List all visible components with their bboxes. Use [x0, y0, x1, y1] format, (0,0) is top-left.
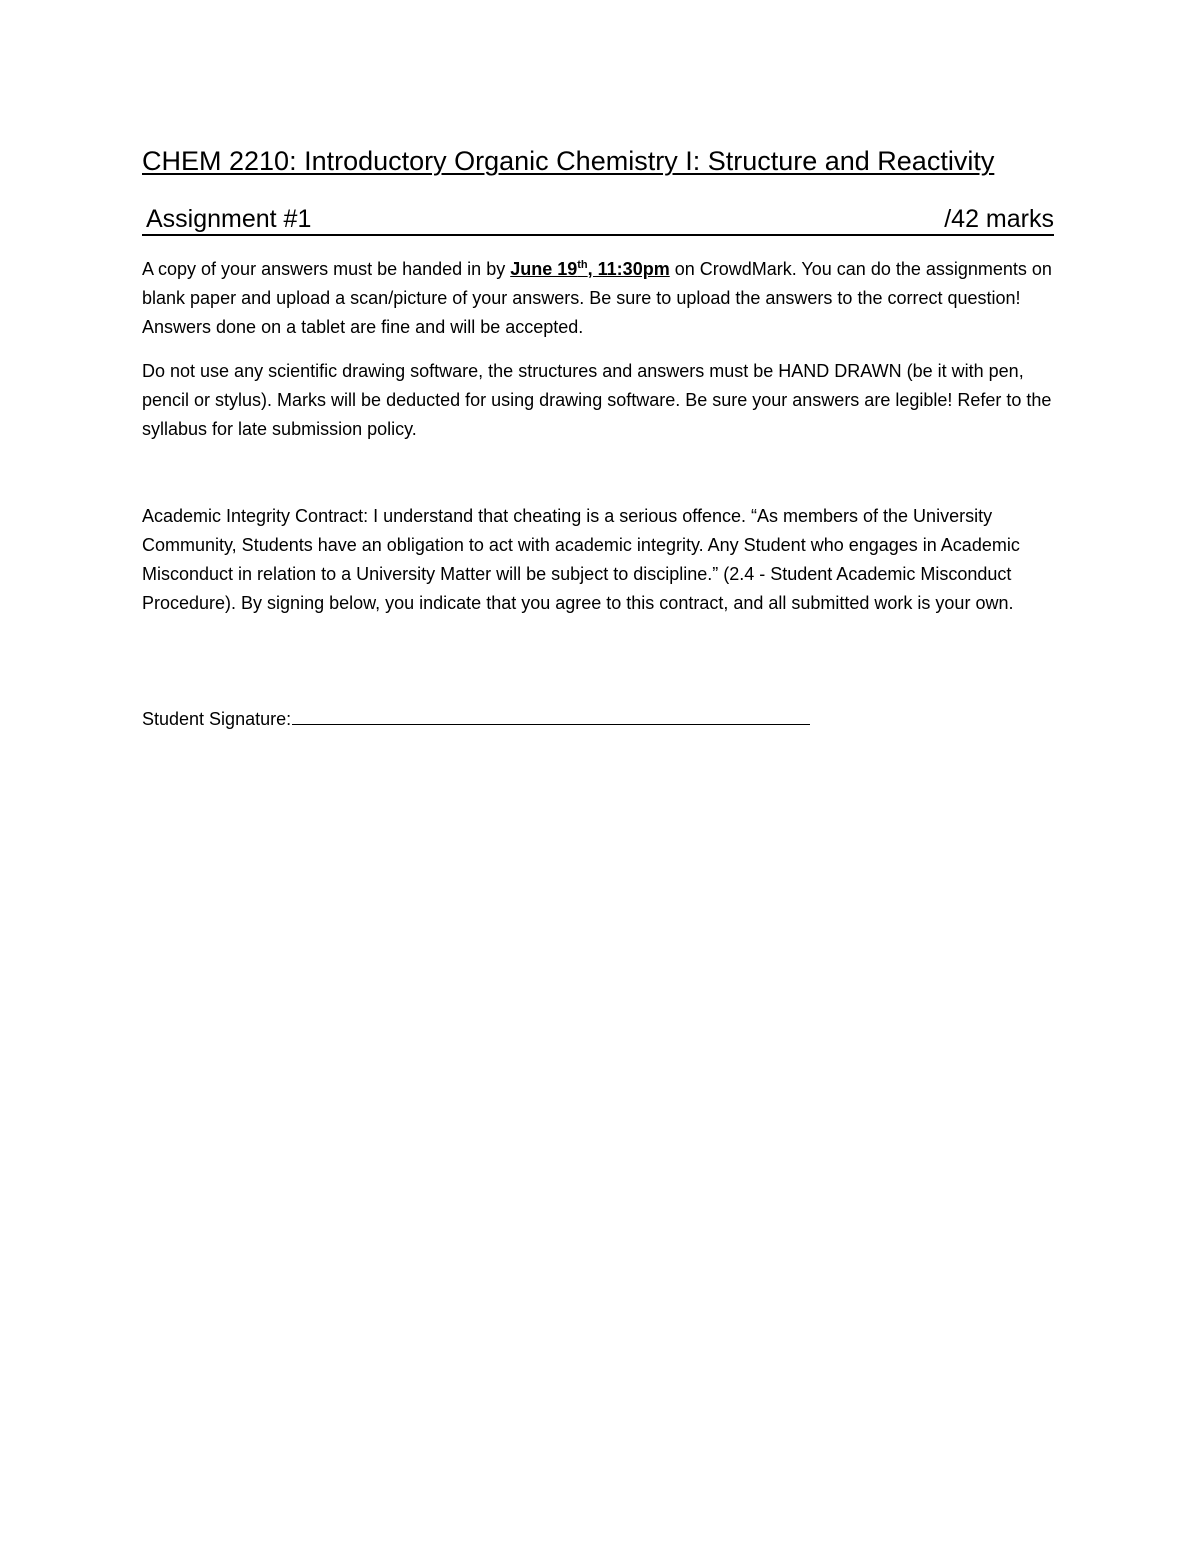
- signature-row: [142, 704, 810, 734]
- drawing-instructions: Do not use any scientific drawing software, the structures and answers must be HAND DRAWN (be it with pen, pencil or stylus). Marks will be deducted for using drawing software. Be sure your answers are legible! Refer to the syllabus for late submission policy.: [142, 361, 1052, 439]
- signature-line[interactable]: [292, 704, 810, 725]
- submission-text-start: A copy of your answers must be handed in by: [142, 259, 511, 279]
- assignment-label: Assignment #1: [146, 205, 312, 233]
- submission-text-end: on CrowdMark. You can do the assignments on blank paper and upload a scan/picture of your answers. Be sure to upload the answers to the correct question! Answers done on a tablet are fine and will be accepted.: [142, 259, 1052, 337]
- assignment-marks: /42 marks: [944, 205, 1054, 233]
- deadline-date-suffix: th: [577, 259, 588, 271]
- deadline-time: , 11:30pm: [587, 259, 670, 279]
- assignment-header: [142, 204, 1054, 236]
- course-title: CHEM 2210: Introductory Organic Chemistry I: Structure and Reactivity: [142, 146, 995, 176]
- signature-label: Student Signature:: [142, 709, 292, 729]
- deadline-date: June 19: [510, 259, 578, 279]
- submission-deadline: [510, 259, 669, 279]
- submission-instructions: [142, 255, 1058, 342]
- academic-integrity-contract: Academic Integrity Contract: I understand that cheating is a serious offence. “As members of the University Community, Students have an obligation to act with academic integrity. Any Student who engages in Academic Misconduct in relation to a University Matter will be subject to discipline.” (2.4 - Student Academic Misconduct Procedure). By signing below, you indicate that you agree to this contract, and all submitted work is your own.: [142, 506, 1020, 613]
